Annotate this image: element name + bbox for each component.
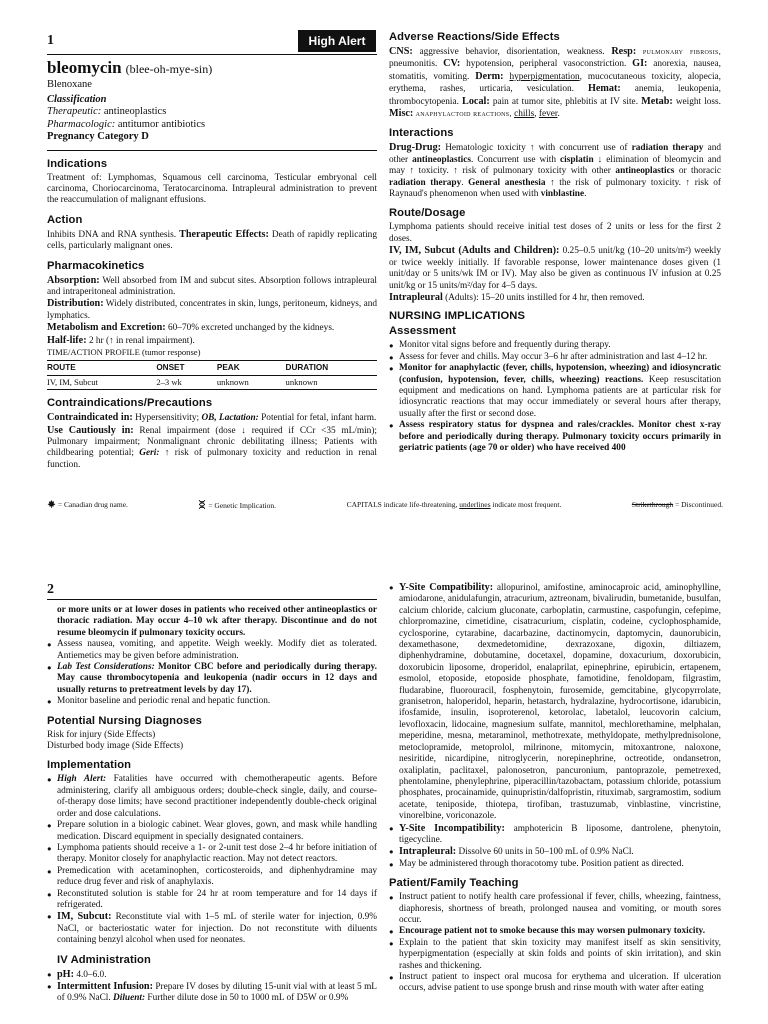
local-text: pain at tumor site, phlebitis at IV site. (492, 96, 639, 107)
route-dosage-heading: Route/Dosage (389, 207, 466, 220)
pharmacologic-label: Pharmacologic: (47, 118, 116, 130)
interaction-drug: antineoplastics (615, 166, 675, 177)
list-item: ● Prepare solution in a biologic cabinet. Wear gloves, gown, and mask while handling medication. Discard equipment in specially designated containers. (47, 820, 377, 843)
derm-label: Derm: (475, 70, 504, 82)
misc-label: Misc: (389, 108, 414, 120)
geri-label: Geri: (139, 448, 160, 459)
indications-text: Treatment of: Lymphomas, Squamous cell carcinoma, Testicular embryonal cell carcinoma, Choriocarcinoma, Teratocarcinoma. Intrapleural administration to prevent the reaccumulation of malignant effusions. (47, 172, 377, 206)
high-alert-badge: High Alert (298, 30, 376, 52)
interaction-text: . Concurrent use with (471, 154, 557, 165)
misc-frequent: fever (538, 109, 558, 120)
underlines-legend-word: underlines (459, 500, 491, 509)
drug-heading (47, 58, 377, 79)
page-number: 1 (47, 33, 54, 48)
cv-text: hypotension, peripheral vasoconstriction. (466, 59, 627, 70)
intermittent-infusion-label: Intermittent Infusion: (57, 980, 153, 992)
route-intrapleural-text: (Adults): 15–20 units instilled for 4 hr, then removed. (445, 292, 645, 303)
capitals-legend (347, 500, 562, 510)
implementation-list (47, 774, 377, 946)
action-body: Inhibits DNA and RNA synthesis. (47, 229, 177, 240)
high-alert-label: High Alert: (57, 774, 107, 785)
route-iv-text: 0.25–0.5 unit/kg (10–20 units/m²) weekly or twice weekly initially. If favorable response, lower maintenance doses given (1 unit/day or 5 units/wk IM or IV). May also be given as continuous IV infusion at 0.25 unit/kg or 15 units/m²/day for 4–5 days. (389, 246, 721, 291)
misc-frequent: chills (514, 109, 535, 120)
list-item (389, 823, 721, 847)
strikethrough-legend (632, 500, 723, 510)
list-item: ● Reconstituted solution is stable for 24 hr at room temperature and for 14 days if refrigerated. (47, 889, 377, 912)
capitals-legend-text: CAPITALS indicate life-threatening, (346, 500, 458, 509)
route-intrapleural-label: Intrapleural (389, 291, 443, 303)
adverse-reactions-heading: Adverse Reactions/Side Effects (389, 31, 560, 43)
half-life-label: Half-life: (47, 334, 87, 346)
diagnosis-item: Risk for injury (Side Effects) (47, 729, 156, 740)
assessment-list-continued (47, 639, 377, 707)
distribution (47, 298, 377, 322)
drug-name: bleomycin (47, 58, 122, 77)
pregnancy-category: Pregnancy Category D (47, 131, 149, 142)
iv-administration-list (47, 969, 377, 1005)
nursing-diagnoses-heading: Potential Nursing Diagnoses (47, 714, 202, 727)
diagnosis-item: Disturbed body image (Side Effects) (47, 741, 184, 752)
y-site-compatibility-label: Y-Site Compatibility: (399, 582, 494, 593)
interaction-text: . (584, 189, 587, 200)
cns-text: aggressive behavior, disorientation, weakness. (419, 47, 605, 57)
list-item (389, 363, 721, 420)
misc-life-threatening: anaphylactoid reactions, (415, 109, 512, 119)
list-item: ● Assess respiratory status for dyspnea and rales/crackles. Monitor chest x-ray before and periodically during therapy. Pulmonary toxicity occurs primarily in geriatric patients (age 70 or older) who have received 400 (389, 420, 721, 454)
list-item: ● May be administered through thoracotomy tube. Position patient as directed. (389, 859, 721, 870)
anaphylaxis-text: Keep resuscitation equipment and medications on hand. Lymphoma patients are at particular risk for idiosyncratic reactions that may occur immediately or several hours after therapy, usually after the first or second dose. (399, 374, 721, 419)
compatibility-list (389, 582, 721, 870)
diluent-label: Diluent: (113, 993, 146, 1004)
dna-icon (198, 500, 206, 509)
lab-test-label: Lab Test Considerations: (57, 662, 155, 673)
patient-teaching-list (389, 892, 721, 995)
im-subcut-label: IM, Subcut: (57, 911, 112, 923)
absorption (47, 275, 377, 299)
time-action-title: TIME/ACTION PROFILE (tumor response) (47, 346, 201, 357)
y-site-incompatibility-label: Y-Site Incompatibility: (399, 822, 505, 834)
list-item: ● Monitor vital signs before and frequently during therapy. (389, 340, 721, 351)
top-rule (47, 54, 377, 55)
distribution-label: Distribution: (47, 298, 104, 310)
interactions-heading: Interactions (389, 127, 454, 140)
half-life-text: 2 hr (↑ in renal impairment). (88, 335, 195, 346)
list-item: ● Premedication with acetaminophen, corticosteroids, and diphenhydramine may reduce drug fever and risk of anaphylaxis. (47, 866, 377, 889)
contraindications-heading: Contraindications/Precautions (47, 397, 213, 410)
implementation-heading: Implementation (47, 759, 132, 772)
classification-label: Classification (47, 93, 107, 105)
therapeutic-value: antineoplastics (103, 106, 167, 117)
use-cautiously-label: Use Cautiously in: (47, 424, 134, 436)
interaction-drug: vinblastine (540, 189, 585, 200)
table-cell: unknown (286, 375, 377, 389)
local-label: Local: (462, 95, 490, 107)
pharmacologic-class (47, 119, 377, 132)
table-header: ROUTE (47, 361, 156, 375)
ob-lactation-label: OB, Lactation: (201, 413, 259, 424)
drug-drug-label: Drug-Drug: (389, 142, 442, 154)
assessment-heading: Assessment (389, 325, 456, 338)
list-item (47, 911, 377, 946)
table-cell: IV, IM, Subcut (47, 375, 156, 389)
discontinued-legend-text: = Discontinued. (674, 500, 723, 509)
route-iv (389, 245, 721, 292)
y-site-compatibility-text: allopurinol, amifostine, aminocaproic acid, aminophylline, amiodarone, anidulafungin, atracurium, aztreonam, bivalirudin, bumetanide, busulfan, calcium chloride, calcium gluconate, carboplatin, carmustine, caspofungin, cefepime, chlorpromazine, cimetidine, cisatracurium, cisplatin, codeine, cyclophosphamide, cyclosporine, cytarabine, dacarbazine, dactinomycin, daptomycin, daunorubicin, dexamethasone, dexmedetomidine, dexrazoxane, digoxin, diltiazem, diphenhydramine, dobutamine, docetaxel, dopamine, doxacurium, doxorubicin, doxorubicin liposome, droperidol, enalaprilat, epinephrine, epirubicin, ertapenem, esmolol, etoposide, etoposide phosphate, famotidine, fenoldopam, filgrastim, fludarabine, fluorouracil, fosphenytoin, furosemide, gemcitabine, glycopyrrolate, granisetron, haloperidol, heparin, hetastarch, hydralazine, hydrocortisone, idarubicin, ifosfamide, insulin, isoproterenol, ketorolac, labetalol, leucovorin calcium, levofloxacin, lidocaine, magnesium sulfate, mannitol, mechlorethamine, melphalan, meperidine, mesna, metaraminol, methotrexate, methyldopate, methylprednisolone, metoclopramide, metoprolol, milrinone, mitomycin, mitoxantrone, naloxone, nesiritide, nicardipine, nitroglycerin, norepinephrine, octreotide, ondansetron, oxaliplatin, paclitaxel, palonosetron, pancuronium, pantoprazole, pemetrexed, phentolamine, phenylephrine, piperacillin/tazobactam, potassium chloride, potassium phosphates, procainamide, quinupristin/dalfopristin, rituximab, sargramostim, sodium acetate, teniposide, thiotepa, tirofiban, trastuzumab, vinblastine, vincristine, vinorelbine, voriconazole. (399, 583, 722, 822)
divider (47, 150, 377, 151)
action-heading: Action (47, 213, 83, 226)
interaction-text: or thoracic (678, 166, 721, 177)
contraindicated-text: Potential for fetal, infant harm. (261, 413, 377, 424)
use-cautiously-text: Renal impairment (dose ↓ required if CCr <35 mL/min); Pulmonary impairment; Nonmalignant chronic debilitating illness; Patients with childbearing potential; (47, 425, 377, 459)
therapeutic-class (47, 106, 377, 119)
route-intrapleural (389, 292, 721, 304)
list-item (47, 662, 377, 696)
cns-label: CNS: (389, 46, 413, 57)
interaction-drug: radiation therapy (631, 143, 704, 154)
route-iv-label: IV, IM, Subcut (Adults and Children): (389, 245, 560, 257)
table-header-row (47, 361, 377, 375)
list-item: ● Encourage patient not to smoke because this may worsen pulmonary toxicity. (389, 926, 721, 937)
frequent-legend-text: indicate most frequent. (492, 500, 562, 509)
genetic-legend-text: = Genetic Implication. (208, 501, 277, 510)
list-item (47, 969, 377, 981)
table-cell: unknown (217, 375, 286, 389)
therapeutic-effects-text: Death of rapidly replicating cells, particularly malignant ones. (47, 229, 377, 252)
pharmacologic-value: antitumor antibiotics (117, 118, 206, 130)
high-alert-text: Fatalities have occurred with chemotherapeutic agents. Before administering, clarify all ambiguous orders; double-check single, daily, and course-of-therapy dose limits; have second practitioner independently double-check original order and dose calculations. (57, 774, 377, 819)
table-cell: 2–3 wk (156, 375, 217, 389)
contraindicated-label: Contraindicated in: (47, 412, 133, 424)
gi-text: anorexia, nausea, stomatitis, vomiting. (389, 59, 721, 82)
interaction-drug: cisplatin (560, 154, 594, 165)
maple-leaf-icon (47, 500, 56, 508)
list-item: ● Monitor baseline and periodic renal and hepatic function. (47, 696, 377, 707)
intrapleural-label: Intrapleural: (399, 846, 457, 858)
table-header: ONSET (156, 361, 217, 375)
metabolism-label: Metabolism and Excretion: (47, 322, 166, 334)
left-column (47, 605, 377, 1005)
page-2 (0, 578, 768, 1024)
table-header: DURATION (286, 361, 377, 375)
derm-text: , mucocutaneous toxicity, alopecia, erythema, rashes, urticaria, vesiculation. (389, 71, 721, 95)
intrapleural-text: Dissolve 60 units in 50–100 mL of 0.9% NaCl. (458, 847, 634, 858)
table-header: PEAK (217, 361, 286, 375)
interaction-text: . (461, 177, 464, 188)
contraindicated-text: Hypersensitivity; (135, 413, 200, 424)
metab-label: Metab: (641, 95, 673, 107)
list-item (47, 774, 377, 820)
top-rule (47, 599, 377, 600)
genetic-legend (198, 500, 276, 510)
metabolism-text: 60–70% excreted unchanged by the kidneys. (168, 323, 335, 334)
patient-teaching-heading: Patient/Family Teaching (389, 877, 519, 890)
list-item: ● Lymphoma patients should receive a 1- or 2-unit test dose 2–4 hr before initiation of therapy. Monitor closely for anaphylactic reaction. May not detect reactors. (47, 843, 377, 866)
list-item: ● Instruct patient to inspect oral mucosa for erythema and ulceration. If ulceration occurs, advise patient to use sponge brush and rinse mouth with water after eating (389, 972, 721, 995)
left-column (47, 58, 377, 471)
table-row (47, 375, 377, 389)
cv-label: CV: (443, 58, 461, 70)
brand-name: Blenoxane (47, 79, 92, 90)
diluent-text: Further dilute dose in 50 to 1000 mL of D5W or 0.9% (147, 993, 349, 1004)
absorption-text: Well absorbed from IM and subcut sites. Absorption follows intrapleural and intraperitoneal administration. (47, 275, 377, 297)
lab-test-text: Monitor CBC before and periodically during therapy. May cause thrombocytopenia and leukopenia (nadir occurs in 12 days and usually returns to pretreatment levels by day 17). (57, 662, 377, 695)
right-column (389, 582, 721, 995)
intermittent-infusion-text: Prepare IV doses by diluting 15-unit vial with at least 5 mL of 0.9% NaCl. (57, 981, 377, 1004)
interaction-drug: radiation therapy (389, 177, 462, 188)
hemat-text: anemia, leukopenia, thrombocytopenia. (389, 84, 721, 107)
canadian-legend (47, 500, 128, 510)
ph-label: pH: (57, 968, 74, 980)
iv-administration-heading: IV Administration (57, 953, 151, 966)
gi-label: GI: (632, 58, 648, 70)
list-item (389, 582, 721, 823)
strikethrough-legend-word: Strikethrough (631, 500, 674, 509)
metab-text: weight loss. (675, 96, 721, 107)
interactions-text (389, 142, 721, 200)
interaction-drug: General anesthesia (468, 177, 546, 188)
half-life (47, 335, 377, 347)
therapeutic-label: Therapeutic: (47, 106, 102, 117)
use-cautiously (47, 425, 377, 472)
list-item: ● Instruct patient to notify health care professional if fever, chills, wheezing, faintness, diaphoresis, shortness of breath, prolonged nausea and vomiting, or mouth sores occur. (389, 892, 721, 926)
legend-footer (47, 500, 723, 510)
use-cautiously-text: ↑ risk of pulmonary toxicity and reduction in renal function. (47, 448, 377, 470)
resp-life-threatening: pulmonary fibrosis, (642, 47, 721, 56)
list-item: ● Explain to the patient that skin toxicity may manifest itself as skin sensitivity, hyperpigmentation (especially at skin folds and points of skin irritation), and skin rashes and thickening. (389, 938, 721, 972)
interaction-text: ↓ elimination of bleomycin and may ↑ toxicity. ↑ risk of pulmonary toxicity with other (389, 154, 722, 177)
interaction-text: ↑ the risk of pulmonary toxicity. ↑ risk of Raynaud's phenomenon when used with (389, 177, 721, 200)
ph-text: 4.0–6.0. (76, 969, 107, 980)
metabolism (47, 322, 377, 334)
action-text (47, 229, 377, 253)
absorption-label: Absorption: (47, 274, 100, 286)
drug-pronunciation: (blee-oh-mye-sin) (125, 62, 213, 76)
canadian-legend-text: = Canadian drug name. (57, 500, 128, 509)
right-column (389, 31, 721, 454)
y-site-incompatibility-text: amphotericin B liposome, dantrolene, phenytoin, tigecycline. (399, 823, 721, 845)
route-intro: Lymphoma patients should receive initial test doses of 2 units or less for the first 2 doses. (389, 222, 721, 244)
therapeutic-effects-label: Therapeutic Effects: (179, 228, 269, 240)
im-subcut-text: Reconstitute vial with 1–5 mL of sterile water for injection, 0.9% NaCl, or bacteriostatic water for injection. Do not reconstitute with diluents containing benzyl alcohol when used for neonates. (57, 912, 377, 946)
interaction-text: and other (389, 143, 721, 165)
anaphylaxis-warning: Monitor for anaphylactic (fever, chills, hypotension, wheezing) and idiosyncratic (confusion, hypotension, fever, chills, wheezing) reactions. (399, 363, 721, 385)
list-item (47, 981, 377, 1005)
pulmonary-toxicity-continued: or more units or at lower doses in patients who received other antineoplastics or thoracic radiation. May occur 4–10 wk after therapy. Discontinue and do not resume bleomycin if pulmonary toxicity occurs. (57, 605, 377, 638)
interaction-drug: antineoplastics (412, 154, 471, 165)
list-item: ● Assess for fever and chills. May occur 3–6 hr after administration and last 4–12 hr. (389, 352, 721, 363)
resp-label: Resp: (611, 46, 637, 57)
derm-frequent: hyperpigmentation (509, 71, 580, 82)
contraindicated-in (47, 412, 377, 424)
adverse-reactions-text: CNS: aggressive behavior, disorientation, weakness. Resp: pulmonary fibrosis, pneumonitis. CV: hypotension, peripheral vasoconstriction. GI: anorexia, nausea, stomatitis, vomiting. Derm: hyperpigmentation, mucocutaneous toxicity, alopecia, erythema, rashes, urticaria, vesiculation. Hemat: anemia, leukopenia, thrombocytopenia. Local: pain at tumor site, phlebitis at IV site. Metab: weight loss. Misc: anaphylactoid reactions, chills, fever. (389, 46, 721, 120)
list-item (389, 846, 721, 858)
resp-text: pneumonitis. (389, 59, 438, 70)
assessment-list (389, 340, 721, 454)
time-action-table (47, 360, 377, 390)
pharmacokinetics-heading: Pharmacokinetics (47, 259, 145, 272)
list-item: ● Assess nausea, vomiting, and appetite. Weigh weekly. Modify diet as tolerated. Antiemetics may be given before administration. (47, 639, 377, 662)
interaction-text: Hematologic toxicity ↑ with concurrent use of (445, 143, 628, 154)
indications-heading: Indications (47, 157, 108, 170)
page-number: 2 (47, 582, 54, 597)
nursing-implications-heading: NURSING IMPLICATIONS (389, 310, 526, 323)
hemat-label: Hemat: (587, 83, 621, 95)
distribution-text: Widely distributed, concentrates in skin, lungs, peritoneum, kidneys, and lymphatics. (47, 299, 377, 321)
